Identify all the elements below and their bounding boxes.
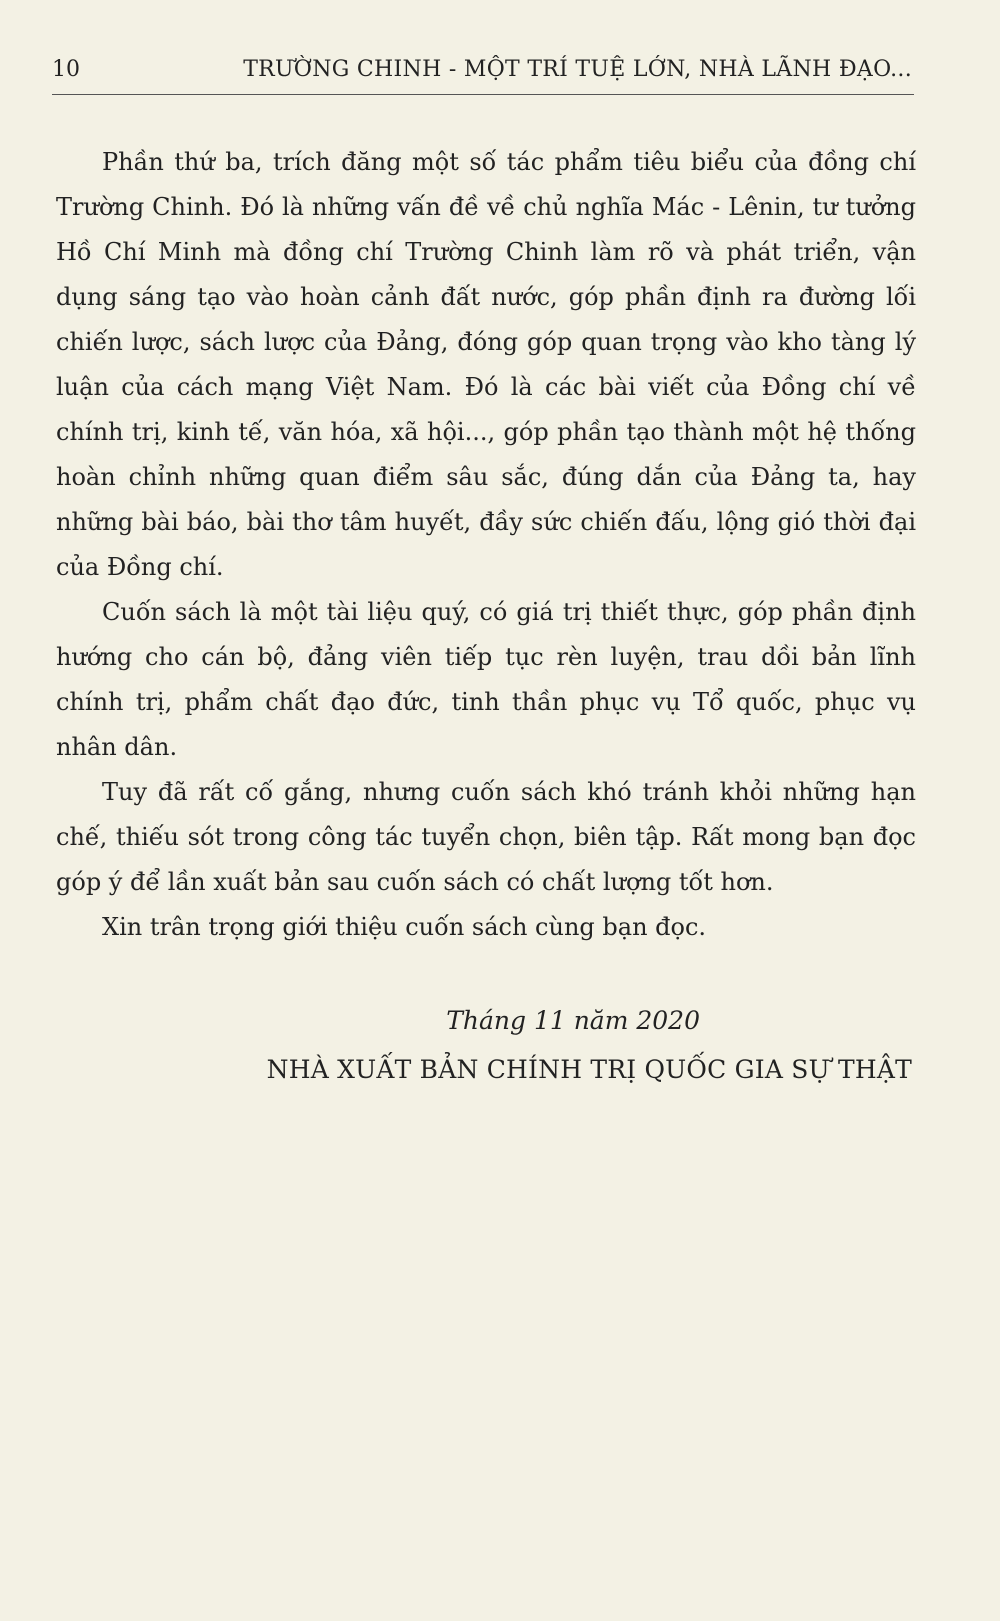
paragraph-book-value: Cuốn sách là một tài liệu quý, có giá trị thiết thực, góp phần định hướng cho cán bộ, đảng viên tiếp tục rèn luyện, trau dồi bản lĩnh chính trị, phẩm chất đạo đức, tinh thần phục vụ Tổ quốc, phục vụ nhân dân. xyxy=(56,598,916,761)
paragraph-part-three: Phần thứ ba, trích đăng một số tác phẩm tiêu biểu của đồng chí Trường Chinh. Đó là những vấn đề về chủ nghĩa Mác - Lênin, tư tưởng Hồ Chí Minh mà đồng chí Trường Chinh làm rõ và phát triển, vận dụng sáng tạo vào hoàn cảnh đất nước, góp phần định ra đường lối chiến lược, sách lược của Đảng, đóng góp quan trọng vào kho tàng lý luận của cách mạng Việt Nam. Đó là các bài viết của Đồng chí về chính trị, kinh tế, văn hóa, xã hội..., góp phần tạo thành một hệ thống hoàn chỉnh những quan điểm sâu sắc, đúng dắn của Đảng ta, hay những bài báo, bài thơ tâm huyết, đầy sức chiến đấu, lộng gió thời đại của Đồng chí. xyxy=(56,148,916,581)
paragraph-introduction: Xin trân trọng giới thiệu cuốn sách cùng bạn đọc. xyxy=(102,913,707,941)
signature-publisher: NHÀ XUẤT BẢN CHÍNH TRỊ QUỐC GIA SỰ THẬT xyxy=(266,1055,912,1084)
page-number: 10 xyxy=(52,57,80,82)
running-title: TRƯỜNG CHINH - MỘT TRÍ TUỆ LỚN, NHÀ LÃNH ĐẠO... xyxy=(243,57,912,82)
paragraph-limitations: Tuy đã rất cố gắng, nhưng cuốn sách khó tránh khỏi những hạn chế, thiếu sót trong công tác tuyển chọn, biên tập. Rất mong bạn đọc góp ý để lần xuất bản sau cuốn sách có chất lượng tốt hơn. xyxy=(56,778,916,896)
header-rule xyxy=(52,94,914,95)
body-text xyxy=(56,140,916,950)
signature-date: Tháng 11 năm 2020 xyxy=(446,1006,700,1035)
running-header xyxy=(52,50,912,90)
